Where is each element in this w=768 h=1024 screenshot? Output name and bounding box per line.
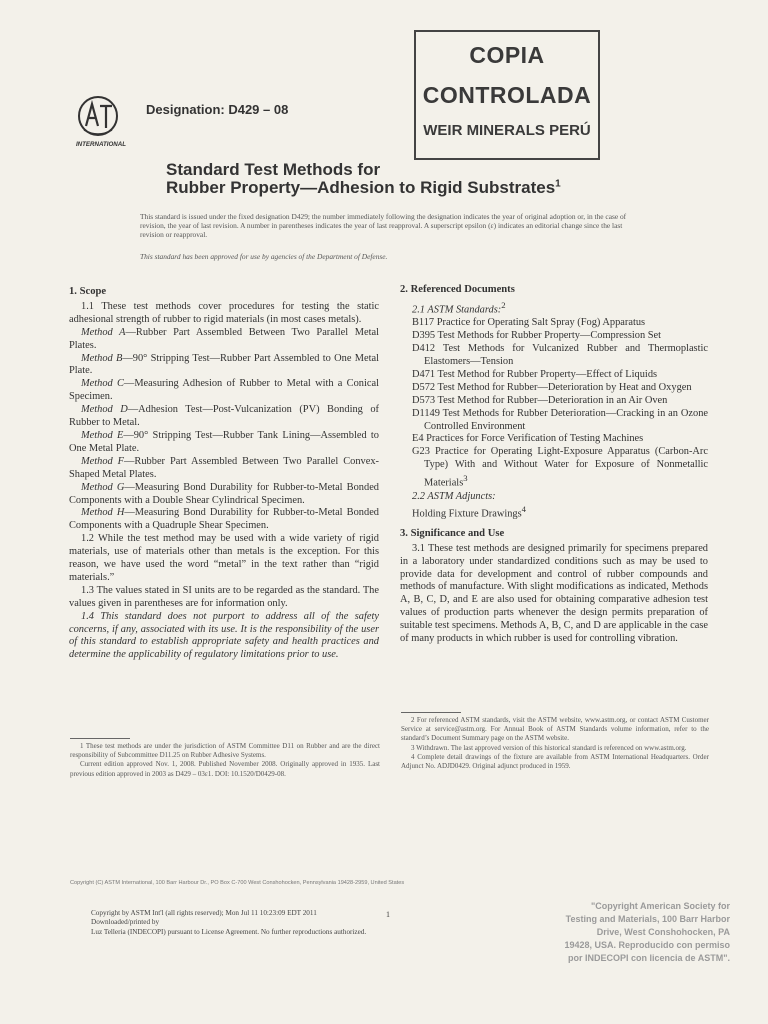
stamp-line-1: COPIA <box>469 42 545 68</box>
title-footnote-ref: 1 <box>555 178 561 190</box>
method-item: Method A—Rubber Part Assembled Between Two Parallel Metal Plates. <box>69 326 380 351</box>
svg-text:INTERNATIONAL: INTERNATIONAL <box>75 141 127 148</box>
download-line-2: Downloaded/printed by <box>91 918 160 927</box>
issuance-notice: This standard is issued under the fixed designation D429; the number immediately following the designation indicates the year of original adoption or, in the case of revision, the year of last revision. A number in parentheses indicates the year of last reapproval. A superscript epsilon (ε) indicates an editorial change since the last revision or reapproval. <box>140 212 627 240</box>
subsection-astm-standards: 2.1 ASTM Standards:$^2$ <box>412 299 506 316</box>
controlled-copy-stamp <box>414 30 600 160</box>
reference-item: D471 Test Method for Rubber Property—Effect of Liquids <box>412 368 658 380</box>
method-item: Method H—Measuring Bond Durability for Rubber-to-Metal Bonded Components with a Quadruple Shear Specimen. <box>69 507 380 532</box>
download-line-1: Copyright by ASTM Int'l (all rights reserved); Mon Jul 11 10:23:09 EDT 2011 <box>91 909 317 917</box>
adjunct-item: Holding Fixture Drawings$^4$ <box>412 504 526 520</box>
watermark-line-5: por INDECOPI con licencia de ASTM". <box>568 953 730 963</box>
title-line-1: Standard Test Methods for <box>166 160 381 179</box>
paragraph-1-4: 1.4 This standard does not purport to address all of the safety concerns, if any, associated with its use. It is the responsibility of the user of this standard to establish appropriate safety and health practices and determine the applicability of regulatory limitations prior to use. <box>69 610 379 661</box>
method-item: Method G—Measuring Bond Durability for Rubber-to-Metal Bonded Components with a Double Shear Cylindrical Specimen. <box>69 481 380 506</box>
footnote-1-edition: Current edition approved Nov. 1, 2008. Published November 2008. Originally approved in 1935. Last previous edition approved in 2003 as D429 – 03ε1. DOI: 10.1520/D0429-08. <box>70 760 380 778</box>
paragraph-1-3: 1.3 The values stated in SI units are to be regarded as the standard. The values given in parentheses are for information only. <box>69 584 379 609</box>
watermark-line-4: 19428, USA. Reproducido con permiso <box>564 940 730 950</box>
reference-item: D573 Test Method for Rubber—Deterioration in an Air Oven <box>412 394 668 406</box>
footnotes-left <box>70 742 380 779</box>
copyright-line: Copyright (C) ASTM International, 100 Barr Harbour Dr., PO Box C-700 West Conshohocken, Pennsylvania 19428-2959, United States <box>70 880 405 886</box>
right-column <box>400 284 708 646</box>
watermark-line-1: "Copyright American Society for <box>591 901 730 911</box>
reference-item: D1149 Test Methods for Rubber Deterioration—Cracking in an Ozone Controlled Environment <box>412 407 708 432</box>
defense-notice: This standard has been approved for use by agencies of the Department of Defense. <box>140 252 388 261</box>
footnote-rule-right <box>401 712 461 713</box>
method-item: Method D—Adhesion Test—Post-Vulcanization (PV) Bonding of Rubber to Metal. <box>69 404 379 429</box>
footnote-rule-left <box>70 738 130 739</box>
watermark-line-2: Testing and Materials, 100 Barr Harbor <box>565 914 730 924</box>
stamp-line-2: CONTROLADA <box>422 82 592 108</box>
method-item: Method B—90° Stripping Test—Rubber Part Assembled to One Metal Plate. <box>69 352 379 377</box>
reference-item: D572 Test Method for Rubber—Deterioration by Heat and Oxygen <box>412 381 692 393</box>
footnotes-right <box>401 716 709 771</box>
section-heading-scope: 1. Scope <box>69 286 107 297</box>
subsection-astm-adjuncts: 2.2 ASTM Adjuncts: <box>412 490 496 502</box>
designation: Designation: D429 – 08 <box>146 102 289 117</box>
footnote-3: 3 Withdrawn. The last approved version of this historical standard is referenced on www.astm.org. <box>411 743 687 752</box>
download-line-3: Luz Telleria (INDECOPI) pursuant to License Agreement. No further reproductions authorized. <box>91 927 367 936</box>
reference-item: D395 Test Methods for Rubber Property—Compression Set <box>412 330 662 342</box>
paragraph-1-2: 1.2 While the test method may be used with a wide variety of rigid materials, use of materials other than metals is the exception. For this reason, we have used the word “metal” in the text rather than “rigid materials.” <box>69 533 379 583</box>
title-text: Rubber Property—Adhesion to Rigid Substrates <box>166 178 556 197</box>
download-notice <box>91 909 421 937</box>
reference-item: D412 Test Methods for Vulcanized Rubber and Thermoplastic Elastomers—Tension <box>412 343 708 367</box>
section-heading-significance: 3. Significance and Use <box>400 527 505 539</box>
reference-item: B117 Practice for Operating Salt Spray (Fog) Apparatus <box>412 317 646 329</box>
watermark-line-3: Drive, West Conshohocken, PA <box>596 927 730 937</box>
astm-logo-icon <box>70 92 132 150</box>
method-item: Method C—Measuring Adhesion of Rubber to Metal with a Conical Specimen. <box>69 378 379 403</box>
paragraph-3-1: 3.1 These test methods are designed primarily for specimens prepared in a laboratory under standardized conditions such as may be used to provide data for development and control of rubber compounds and methods of manufacture. With slight modifications as indicated, Methods A, B, C, D, and E are also used for obtaining comparative adhesion test values of production parts whenever the design permits preparation of suitable test specimens. Methods A, B, C, and D are applicable in the case of many products in which rubber is used for controlling vibration. <box>400 542 708 645</box>
method-item: Method F—Rubber Part Assembled Between Two Parallel Convex-Shaped Metal Plates. <box>69 455 379 480</box>
footnote-2: 2 For referenced ASTM standards, visit the ASTM website, www.astm.org, or contact ASTM Customer Service at service@astm.org. For Annual Book of ASTM Standards volume information, refer to the standard’s Document Summary page on the ASTM website. <box>401 716 709 743</box>
reference-item: G23 Practice for Operating Light-Exposure Apparatus (Carbon-Arc Type) With and Without Water for Exposure of Nonmetallic Materials$^3$ <box>412 446 708 489</box>
reference-item: E4 Practices for Force Verification of Testing Machines <box>412 433 644 445</box>
paragraph-1-1: 1.1 These test methods cover procedures for testing the static adhesional strength of rubber to rigid materials (in most cases metals). <box>69 300 379 325</box>
page-number: 1 <box>386 910 390 919</box>
title-line-2 <box>166 178 561 198</box>
section-heading-referenced: 2. Referenced Documents <box>400 284 515 295</box>
indecopi-watermark <box>500 900 730 965</box>
left-column <box>69 286 379 662</box>
method-item: Method E—90° Stripping Test—Rubber Tank Lining—Assembled to One Metal Plate. <box>69 429 379 454</box>
footnote-1: 1 These test methods are under the jurisdiction of ASTM Committee D11 on Rubber and are the direct responsibility of Subcommittee D11.25 on Rubber Adhesive Systems. <box>70 742 380 760</box>
stamp-line-3: WEIR MINERALS PERÚ <box>423 122 591 139</box>
footnote-4: 4 Complete detail drawings of the fixture are available from ASTM International Headquarters. Order Adjunct No. ADJD0429. Original adjunct produced in 1959. <box>401 752 709 771</box>
